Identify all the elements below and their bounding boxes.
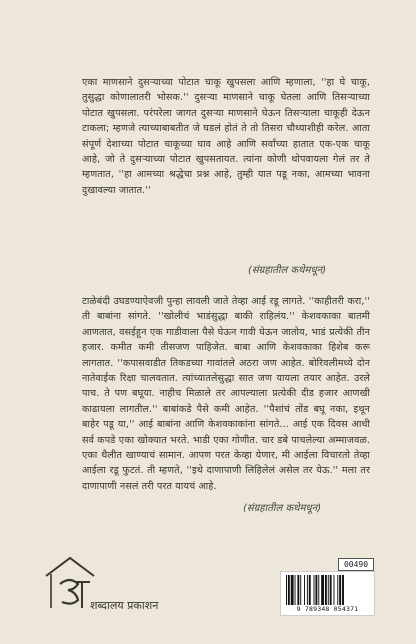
isbn-number: 9 789348 054371 [296,605,359,613]
barcode-bars [285,575,370,605]
barcode-bar [342,575,344,605]
barcode-bar [309,575,311,605]
barcode-bar [295,575,296,605]
barcode-bar [334,575,335,605]
blurb-paragraph-1: एका माणसाने दुसऱ्याच्या पोटात चाकू खुपसला आणि म्हणाला, ''हा घे चाकू, तुसुद्धा कोणालातरी भोसक.'' दुसऱ्या माणसाने चाकू घेतला आणि तिसऱ्याच्या पोटात खुपसला. परंपरेला जागत दुसऱ्या माणसाने घेऊन तिसऱ्याला चाकूही देऊन टाकला; म्हणजे त्याच्याबाबतीत जे घडलं होतं ते तो तिसरा चौथ्याशीही करेल. आता संपूर्ण देशाच्या पोटात चाकूच्या घाव आहे आणि सर्वांच्या हातात एक-एक चाकू आहे, जो ते दुसऱ्याच्या पोटात खुपसतायत. त्यांना कोणी थोपवायला गेलं तर ते म्हणतात, ''हा आमच्या श्रद्धेचा प्रश्न आहे, तुम्ही यात पडू नका, आमच्या भावना दुखावल्या जातात.'' [82,77,370,196]
barcode-bar [337,575,338,605]
source-note-1: (संग्रहातील कथेमधून) [248,265,327,276]
barcode-bar [328,575,329,605]
publisher-name: शब्दालय प्रकाशन [90,599,159,612]
barcode-bar [304,575,305,605]
barcode-bar [315,575,317,605]
barcode-bar [300,575,301,605]
publisher-logo [40,550,260,620]
barcode-bar [288,575,290,605]
source-note-2: (संग्रहातील कथेमधून) [243,503,322,514]
barcode-bar [339,575,341,605]
barcode-bar [286,575,287,605]
barcode-bar [318,575,319,605]
barcode-bar [291,575,294,605]
barcode-bar [321,575,324,605]
barcode-bar [330,575,332,605]
isbn-barcode [280,571,375,616]
barcode-bar [325,575,327,605]
blurb-paragraph-2: टाळेबंदी उघडण्याऐवजी पुन्हा लावली जाते तेव्हा आई रडू लागते. ''काहीतरी करा,'' ती बाबांना सांगते. ''खोलीचं भाडंसुद्धा बाकी राहिलंय.'' केशवकाका बातमी आणतात, वसईहून एक गाडीवाला पैसे घेऊन गावी घेऊन जातोय, भाडं प्रत्येकी तीन हजार. कमीत कमी तीसजण पाहिजेत. बाबा आणि केशवकाका हिशेब करू लागतात. ''कपासवाडीत तिकडच्या गावांतले अठरा जण आहेत. बोरिवलीमध्ये दोन नातेवाईक रिक्षा चालवतात. त्यांच्यातलेसुद्धा सात जण यायला तयार आहेत. उरले पाच. ते पण बघूया. नाहीच मिळाले तर आपल्याला प्रत्येकी दीड हजार आणखी काढायला लागतील.'' बाबांकडे पैसे कमी आहेत. ''पैशांचं तोंड बघू नका, इथून बाहेर पडू या,'' आई बाबांना आणि केशवकाकांना सांगते... आई एक दिवस आधी सर्व कपडे एका खोक्यात भरते. भाडी एका गोणीत. चार डबे पाचलेल्या अम्माजवळ. एका थैलीत खाण्याचं सामान. आपण परत केव्हा येणार, मी आईला विचारतो तेव्हा आईला रडू फुटतं. ती म्हणते, ''इथे दाणापाणी लिहिलेलं असेल तर येऊ.'' मला तर दाणापाणी नसलं तरी परत यायचं आहे. [82,296,370,492]
barcode-bar [314,575,315,605]
barcode-bar [307,575,308,605]
price-code: 00490 [338,558,374,571]
barcode-bar [297,575,299,605]
